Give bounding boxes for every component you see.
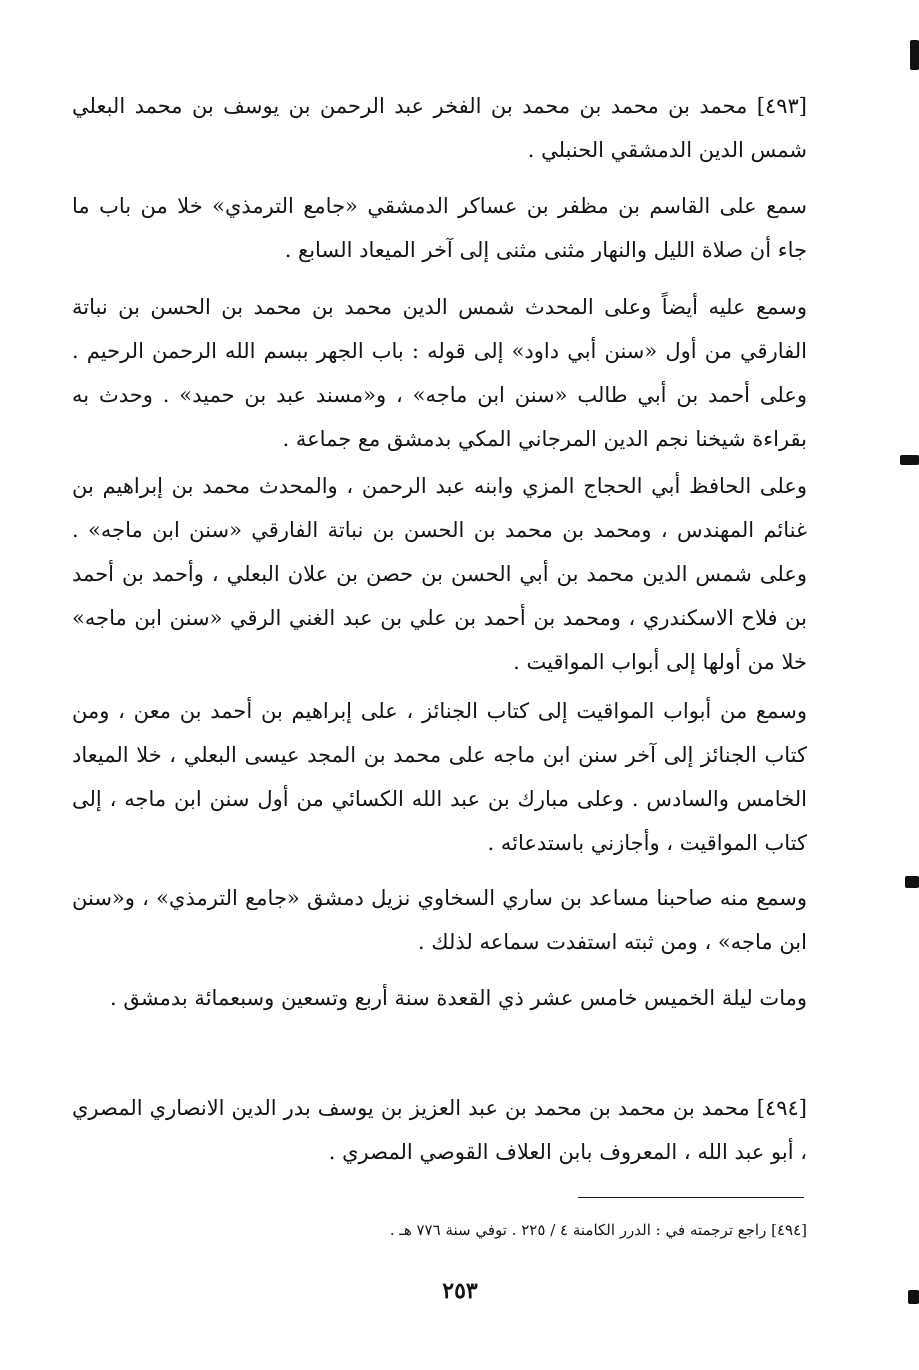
paragraph-abwab-mawaqit: وسمع من أبواب المواقيت إلى كتاب الجنائز ، على إبراهيم بن أحمد بن معن ، ومن كتاب الجنائز إلى آخر سنن ابن ماجه على محمد بن المجد عيسى البعلي ، خلا الميعاد الخامس والسادس . وعلى مبارك بن عبد الله الكسائي من أول سنن ابن ماجه ، إلى كتاب المواقيت ، وأجازني باستدعائه . xyxy=(72,699,807,855)
footnote: [٤٩٤] راجع ترجمته في : الدرر الكامنة ٤ / ٢٢٥ . توفي سنة ٧٧٦ هـ . xyxy=(389,1221,807,1239)
paragraph-block-7 xyxy=(72,976,807,1020)
entry-493-heading xyxy=(72,84,807,172)
paragraph-hafiz-mizzi: وعلى الحافظ أبي الحجاج المزي وابنه عبد الرحمن ، والمحدث محمد بن إبراهيم بن غنائم المهندس ، ومحمد بن محمد بن الحسن بن نباتة الفارقي «سنن ابن ماجه» . وعلى شمس الدين محمد بن أبي الحسن بن حصن بن علان البعلي ، وأحمد بن أحمد بن فلاح الاسكندري ، ومحمد بن أحمد بن علي بن عبد الغني الرقي «سنن ابن ماجه» خلا من أولها إلى أبواب المواقيت . xyxy=(72,474,807,674)
scan-edge-mark xyxy=(905,876,919,888)
paragraph-entry-494: [٤٩٤] محمد بن محمد بن محمد بن عبد العزيز بن يوسف بدر الدين الانصاري المصري ، أبو عبد الله ، المعروف بابن العلاف القوصي المصري . xyxy=(72,1096,807,1164)
scan-edge-mark xyxy=(900,455,919,465)
scan-edge-mark xyxy=(908,1290,919,1304)
paragraph-samaa-qasim: سمع على القاسم بن مظفر بن عساكر الدمشقي «جامع الترمذي» خلا من باب ما جاء أن صلاة الليل والنهار مثنى مثنى إلى آخر الميعاد السابع . xyxy=(72,194,808,262)
paragraph-death: ومات ليلة الخميس خامس عشر ذي القعدة سنة أربع وتسعين وسبعمائة بدمشق . xyxy=(110,986,807,1010)
footnote-divider xyxy=(578,1197,804,1198)
paragraph-sakhawi: وسمع منه صاحبنا مساعد بن ساري السخاوي نزيل دمشق «جامع الترمذي» ، و«سنن ابن ماجه» ، ومن ثبته استفدت سماعه لذلك . xyxy=(72,886,807,954)
paragraph-samaa-ibn-nubata: وسمع عليه أيضاً وعلى المحدث شمس الدين محمد بن محمد بن الحسن بن نباتة الفارقي من أول «سنن أبي داود» إلى قوله : باب الجهر ببسم الله الرحمن الرحيم . وعلى أحمد بن أبي طالب «سنن ابن ماجه» ، و«مسند عبد بن حميد» . وحدث به بقراءة شيخنا نجم الدين المرجاني المكي بدمشق مع جماعة . xyxy=(72,295,807,451)
entry-494-heading xyxy=(72,1086,807,1174)
paragraph-block-3 xyxy=(72,285,807,461)
paragraph-block-2 xyxy=(72,184,807,272)
page-number: ٢٥٣ xyxy=(442,1278,478,1304)
paragraph-block-6 xyxy=(72,876,807,964)
paragraph-block-5 xyxy=(72,689,807,865)
paragraph-entry-493: [٤٩٣] محمد بن محمد بن محمد بن الفخر عبد الرحمن بن يوسف بن محمد البعلي شمس الدين الدمشقي الحنبلي . xyxy=(72,94,807,162)
paragraph-block-4 xyxy=(72,464,807,684)
scan-edge-mark xyxy=(910,40,919,70)
